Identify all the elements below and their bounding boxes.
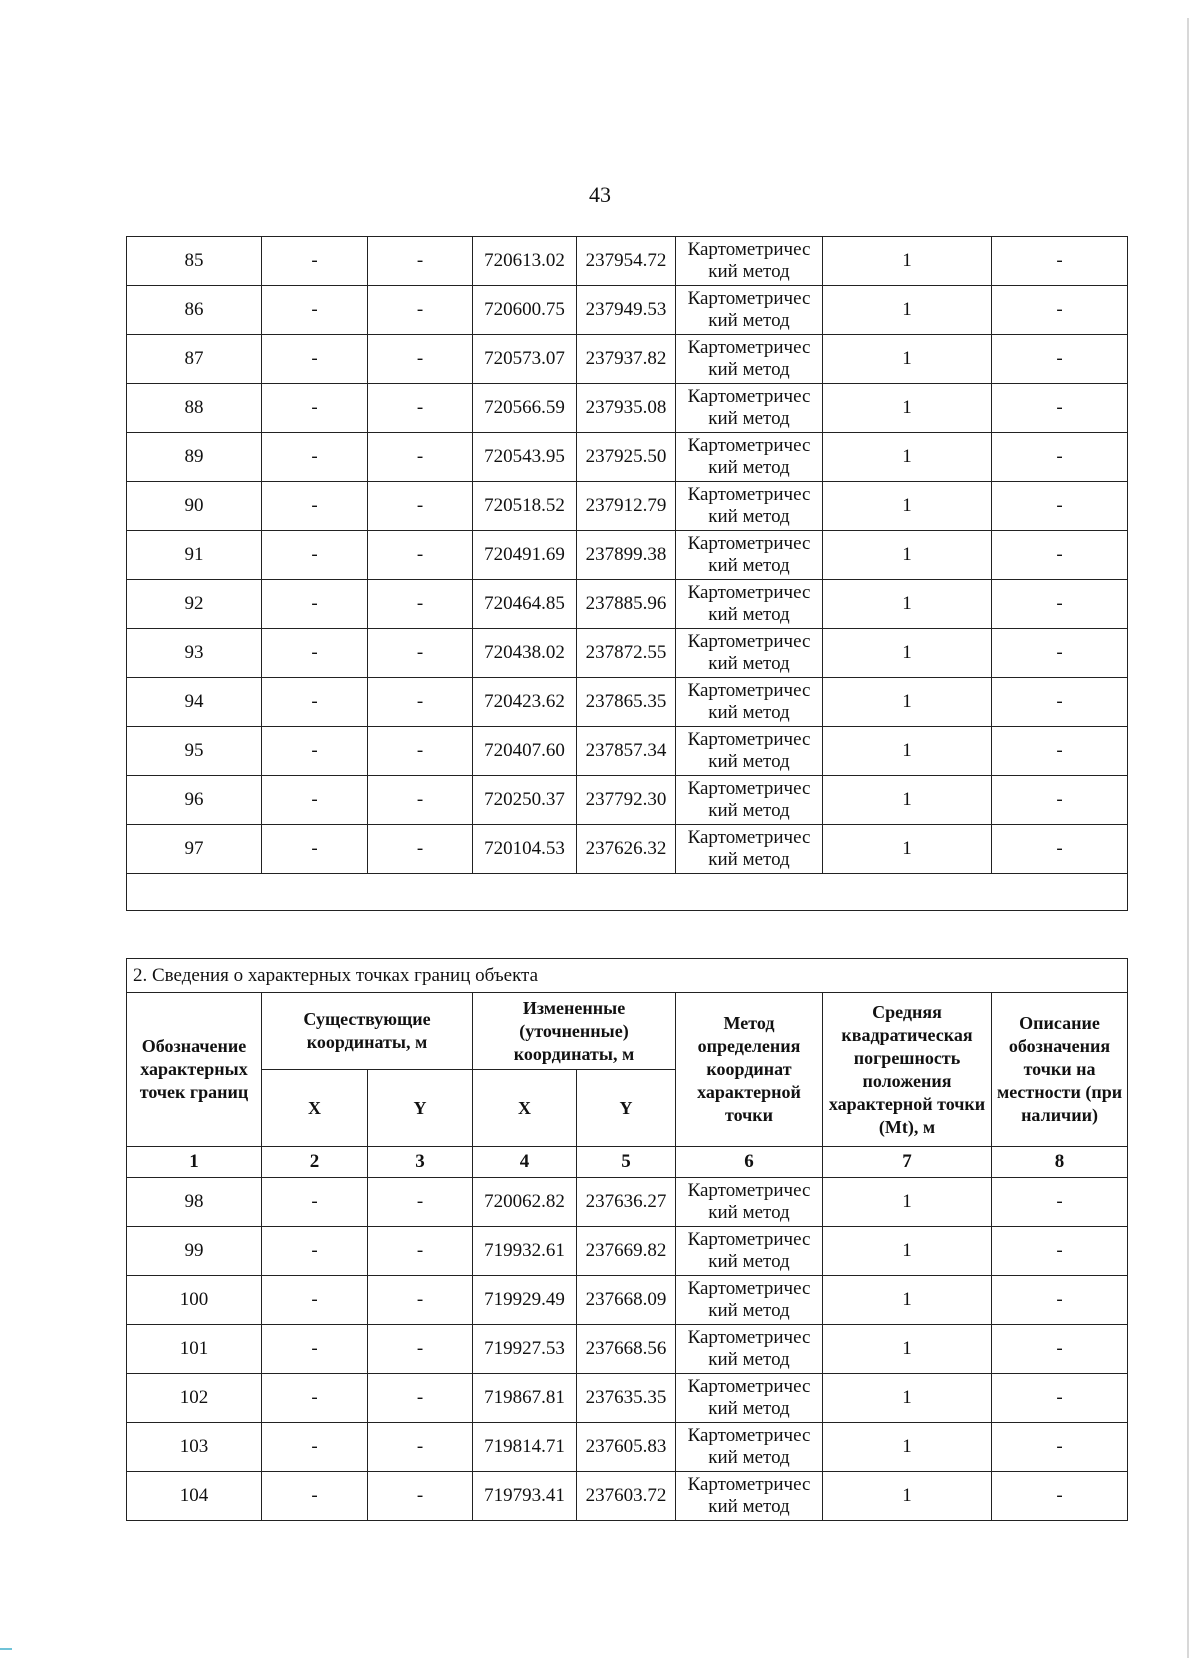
table-row [127,580,1128,629]
x-cell: 720600.75 [473,286,577,335]
table-row [127,776,1128,825]
method-line-2: кий метод [708,751,790,772]
existing-x-cell: - [262,335,368,384]
point-cell: 88 [127,384,262,433]
method-line-2: кий метод [708,800,790,821]
x-cell: 720518.52 [473,482,577,531]
method-line-2: кий метод [708,653,790,674]
method-cell [676,1178,823,1227]
description-cell: - [992,825,1128,874]
x-cell: 720250.37 [473,776,577,825]
description-cell: - [992,1374,1128,1423]
point-cell: 96 [127,776,262,825]
method-cell [676,629,823,678]
header-point: Обозначение характерных точек границ [127,993,262,1147]
y-cell: 237899.38 [577,531,676,580]
table-row [127,1423,1128,1472]
y-cell: 237935.08 [577,384,676,433]
existing-y-cell: - [368,580,473,629]
method-line-1: Картометричес [687,386,811,407]
header-changed-x: X [473,1070,577,1147]
method-line-2: кий метод [708,555,790,576]
table-row [127,1374,1128,1423]
x-cell: 720566.59 [473,384,577,433]
point-cell: 89 [127,433,262,482]
x-cell: 720438.02 [473,629,577,678]
mt-cell: 1 [823,580,992,629]
method-line-1: Картометричес [687,778,811,799]
header-method: Метод определения координат характерной точки [676,993,823,1147]
method-line-2: кий метод [708,310,790,331]
point-cell: 98 [127,1178,262,1227]
existing-x-cell: - [262,678,368,727]
mt-cell: 1 [823,1227,992,1276]
x-cell: 720423.62 [473,678,577,727]
x-cell: 719927.53 [473,1325,577,1374]
method-cell [676,335,823,384]
method-line-1: Картометричес [687,827,811,848]
method-line-2: кий метод [708,1398,790,1419]
y-cell: 237937.82 [577,335,676,384]
x-cell: 720464.85 [473,580,577,629]
table-row [127,629,1128,678]
method-cell [676,825,823,874]
table-row [127,237,1128,286]
header-changed-coordinates: Измененные (уточненные) координаты, м [473,993,676,1070]
page-number: 43 [589,182,611,207]
point-cell: 90 [127,482,262,531]
x-cell: 720543.95 [473,433,577,482]
existing-y-cell: - [368,1374,473,1423]
existing-x-cell: - [262,237,368,286]
x-cell: 720613.02 [473,237,577,286]
y-cell: 237668.09 [577,1276,676,1325]
point-cell: 99 [127,1227,262,1276]
method-line-1: Картометричес [687,239,811,260]
point-cell: 85 [127,237,262,286]
mt-cell: 1 [823,531,992,580]
method-cell [676,237,823,286]
method-cell [676,678,823,727]
description-cell: - [992,482,1128,531]
method-line-2: кий метод [708,702,790,723]
description-cell: - [992,237,1128,286]
method-line-2: кий метод [708,408,790,429]
existing-y-cell: - [368,335,473,384]
column-number: 6 [676,1147,823,1178]
method-cell [676,482,823,531]
point-cell: 103 [127,1423,262,1472]
mt-cell: 1 [823,1325,992,1374]
y-cell: 237872.55 [577,629,676,678]
table-row [127,384,1128,433]
method-line-1: Картометричес [687,582,811,603]
table-row [127,678,1128,727]
description-cell: - [992,678,1128,727]
description-cell: - [992,1227,1128,1276]
blank-row [127,874,1128,911]
method-line-1: Картометричес [687,1229,811,1250]
mt-cell: 1 [823,825,992,874]
point-cell: 86 [127,286,262,335]
existing-x-cell: - [262,1374,368,1423]
x-cell: 719793.41 [473,1472,577,1521]
existing-x-cell: - [262,1325,368,1374]
method-cell [676,286,823,335]
y-cell: 237626.32 [577,825,676,874]
existing-x-cell: - [262,482,368,531]
y-cell: 237857.34 [577,727,676,776]
description-cell: - [992,580,1128,629]
existing-y-cell: - [368,825,473,874]
existing-y-cell: - [368,678,473,727]
method-line-2: кий метод [708,359,790,380]
point-cell: 93 [127,629,262,678]
description-cell: - [992,1325,1128,1374]
mt-cell: 1 [823,678,992,727]
header-mt: Средняя квадратическая погрешность положения характерной точки (Mt), м [823,993,992,1147]
method-cell [676,1423,823,1472]
method-cell [676,1472,823,1521]
y-cell: 237669.82 [577,1227,676,1276]
mt-cell: 1 [823,776,992,825]
point-cell: 87 [127,335,262,384]
scan-margin-mark [0,1648,12,1650]
table-row [127,825,1128,874]
header-existing-y: Y [368,1070,473,1147]
x-cell: 719932.61 [473,1227,577,1276]
point-cell: 92 [127,580,262,629]
y-cell: 237949.53 [577,286,676,335]
boundary-points-table [126,958,1128,1521]
existing-y-cell: - [368,1227,473,1276]
table-title: 2. Сведения о характерных точках границ объекта [127,959,1128,993]
table-row [127,727,1128,776]
method-line-1: Картометричес [687,533,811,554]
method-cell [676,1374,823,1423]
mt-cell: 1 [823,335,992,384]
table1-body [127,237,1128,911]
x-cell: 719929.49 [473,1276,577,1325]
column-number: 8 [992,1147,1128,1178]
point-cell: 91 [127,531,262,580]
method-line-2: кий метод [708,1300,790,1321]
method-line-2: кий метод [708,1349,790,1370]
point-cell: 101 [127,1325,262,1374]
existing-x-cell: - [262,384,368,433]
description-cell: - [992,1178,1128,1227]
method-cell [676,1325,823,1374]
point-cell: 95 [127,727,262,776]
table-row [127,531,1128,580]
existing-x-cell: - [262,1276,368,1325]
mt-cell: 1 [823,237,992,286]
y-cell: 237792.30 [577,776,676,825]
method-line-1: Картометричес [687,729,811,750]
header-changed-y: Y [577,1070,676,1147]
method-cell [676,384,823,433]
method-cell [676,580,823,629]
column-number: 2 [262,1147,368,1178]
method-cell [676,776,823,825]
mt-cell: 1 [823,1472,992,1521]
description-cell: - [992,1276,1128,1325]
mt-cell: 1 [823,727,992,776]
method-line-2: кий метод [708,261,790,282]
method-line-1: Картометричес [687,337,811,358]
column-numbers-row [127,1147,1128,1178]
y-cell: 237954.72 [577,237,676,286]
y-cell: 237865.35 [577,678,676,727]
y-cell: 237925.50 [577,433,676,482]
mt-cell: 1 [823,1374,992,1423]
method-line-1: Картометричес [687,435,811,456]
table-row [127,335,1128,384]
x-cell: 720573.07 [473,335,577,384]
method-cell [676,531,823,580]
description-cell: - [992,286,1128,335]
description-cell: - [992,727,1128,776]
method-line-2: кий метод [708,849,790,870]
method-line-2: кий метод [708,457,790,478]
point-cell: 97 [127,825,262,874]
column-number: 3 [368,1147,473,1178]
existing-y-cell: - [368,1325,473,1374]
y-cell: 237635.35 [577,1374,676,1423]
y-cell: 237603.72 [577,1472,676,1521]
table-row [127,1227,1128,1276]
x-cell: 719867.81 [473,1374,577,1423]
table-row [127,286,1128,335]
table-row [127,1472,1128,1521]
column-number: 1 [127,1147,262,1178]
point-cell: 104 [127,1472,262,1521]
method-line-1: Картометричес [687,484,811,505]
method-line-2: кий метод [708,1251,790,1272]
x-cell: 720491.69 [473,531,577,580]
existing-x-cell: - [262,776,368,825]
description-cell: - [992,335,1128,384]
existing-x-cell: - [262,1472,368,1521]
existing-x-cell: - [262,286,368,335]
method-cell [676,1276,823,1325]
table-row [127,1325,1128,1374]
y-cell: 237912.79 [577,482,676,531]
description-cell: - [992,776,1128,825]
column-number: 4 [473,1147,577,1178]
table-row [127,1178,1128,1227]
existing-x-cell: - [262,1178,368,1227]
y-cell: 237636.27 [577,1178,676,1227]
existing-y-cell: - [368,776,473,825]
mt-cell: 1 [823,1276,992,1325]
existing-y-cell: - [368,1178,473,1227]
existing-y-cell: - [368,1472,473,1521]
existing-y-cell: - [368,237,473,286]
column-number: 7 [823,1147,992,1178]
description-cell: - [992,433,1128,482]
mt-cell: 1 [823,629,992,678]
point-cell: 100 [127,1276,262,1325]
method-line-2: кий метод [708,506,790,527]
y-cell: 237668.56 [577,1325,676,1374]
method-line-2: кий метод [708,1447,790,1468]
existing-y-cell: - [368,629,473,678]
header-description: Описание обозначения точки на местности (при наличии) [992,993,1128,1147]
scan-edge-line [1187,18,1189,1658]
description-cell: - [992,384,1128,433]
existing-x-cell: - [262,825,368,874]
existing-x-cell: - [262,433,368,482]
description-cell: - [992,1423,1128,1472]
mt-cell: 1 [823,384,992,433]
blank-cell [127,874,1128,911]
method-cell [676,1227,823,1276]
column-number: 5 [577,1147,676,1178]
mt-cell: 1 [823,1423,992,1472]
method-cell [676,433,823,482]
mt-cell: 1 [823,286,992,335]
method-line-1: Картометричес [687,1474,811,1495]
existing-y-cell: - [368,482,473,531]
x-cell: 720104.53 [473,825,577,874]
description-cell: - [992,1472,1128,1521]
method-line-2: кий метод [708,1496,790,1517]
method-line-1: Картометричес [687,288,811,309]
existing-y-cell: - [368,286,473,335]
existing-x-cell: - [262,1227,368,1276]
method-line-1: Картометричес [687,1327,811,1348]
table-row [127,1276,1128,1325]
y-cell: 237605.83 [577,1423,676,1472]
table2-body [127,959,1128,1521]
description-cell: - [992,531,1128,580]
method-line-1: Картометричес [687,631,811,652]
method-line-1: Картометричес [687,1376,811,1397]
existing-x-cell: - [262,727,368,776]
method-line-1: Картометричес [687,1425,811,1446]
mt-cell: 1 [823,482,992,531]
description-cell: - [992,629,1128,678]
method-line-1: Картометричес [687,1180,811,1201]
header-existing-x: X [262,1070,368,1147]
coordinates-table-continued [126,236,1128,911]
table-row [127,433,1128,482]
x-cell: 720407.60 [473,727,577,776]
method-line-1: Картометричес [687,680,811,701]
table-row [127,482,1128,531]
x-cell: 720062.82 [473,1178,577,1227]
method-line-2: кий метод [708,1202,790,1223]
existing-x-cell: - [262,531,368,580]
existing-y-cell: - [368,1423,473,1472]
mt-cell: 1 [823,1178,992,1227]
existing-x-cell: - [262,580,368,629]
existing-y-cell: - [368,433,473,482]
header-existing-coordinates: Существующие координаты, м [262,993,473,1070]
point-cell: 94 [127,678,262,727]
method-line-1: Картометричес [687,1278,811,1299]
mt-cell: 1 [823,433,992,482]
point-cell: 102 [127,1374,262,1423]
method-line-2: кий метод [708,604,790,625]
y-cell: 237885.96 [577,580,676,629]
existing-x-cell: - [262,629,368,678]
existing-x-cell: - [262,1423,368,1472]
existing-y-cell: - [368,1276,473,1325]
x-cell: 719814.71 [473,1423,577,1472]
existing-y-cell: - [368,727,473,776]
method-cell [676,727,823,776]
existing-y-cell: - [368,531,473,580]
existing-y-cell: - [368,384,473,433]
